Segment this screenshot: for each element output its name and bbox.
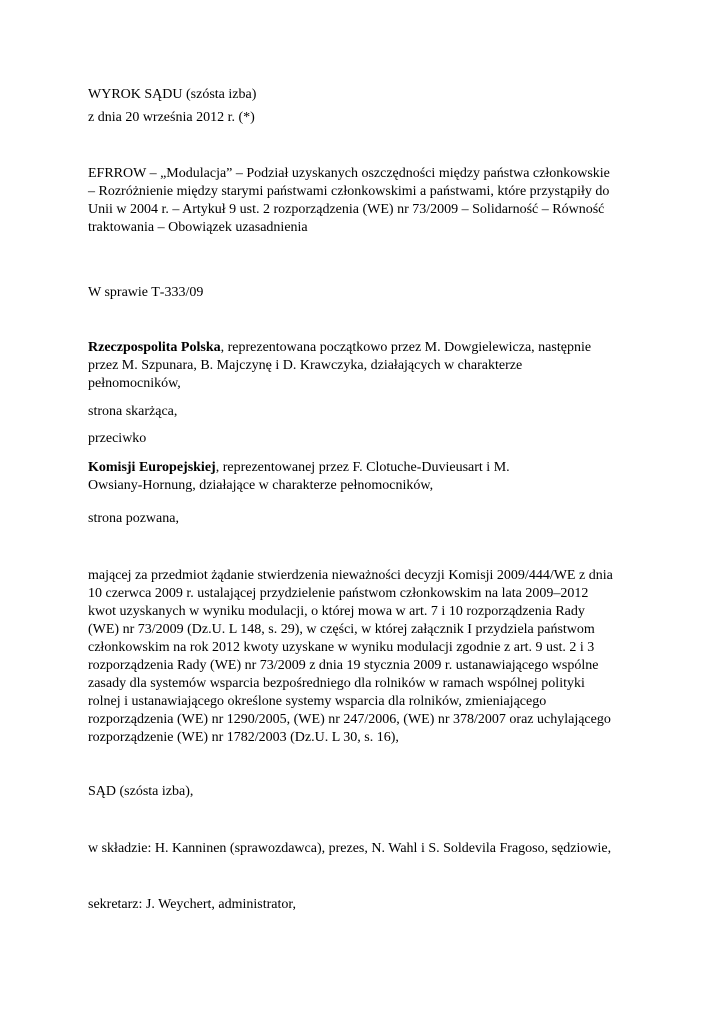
applicant-details: , reprezentowana początkowo przez M. Dowgielewicza, następnie przez M. Szpunara, B. Majczynę i D. Krawczyka, działających w charakterze pełnomocników,: [88, 340, 592, 391]
defendant-name: Komisji Europejskiej: [88, 460, 216, 475]
court-label: SĄD (szósta izba),: [88, 784, 194, 799]
judgment-date: z dnia 20 września 2012 r. (*): [88, 110, 255, 125]
defendant-details: , reprezentowanej przez F. Clotuche‑Duvieusart i M. Owsiany‑Hornung, działające w charakterze pełnomocników,: [88, 460, 510, 493]
composition-line: w składzie: H. Kanninen (sprawozdawca), prezes, N. Wahl i S. Soldevila Fragoso, sędziowie,: [88, 841, 612, 856]
versus-label: przeciwko: [88, 431, 147, 446]
case-summary: EFRROW – „Modulacja” – Podział uzyskanych oszczędności między państwa członkowskie – Rozróżnienie między starymi państwami członkowskimi a państwami, które przystąpiły do Unii w 2004 r. – Artykuł 9 ust. 2 rozporządzenia (WE) nr 73/2009 – Solidarność – Równość traktowania – Obowiązek uzasadnienia: [88, 166, 610, 235]
registrar-line: sekretarz: J. Weychert, administrator,: [88, 897, 296, 912]
subject-paragraph: mającej za przedmiot żądanie stwierdzenia nieważności decyzji Komisji 2009/444/WE z dnia 10 czerwca 2009 r. ustalającej przydzielenie państwom członkowskim na lata 2009–2012 kwot uzyskanych w wyniku modulacji, o której mowa w art. 7 i 10 rozporządzenia Rady (WE) nr 73/2009 (Dz.U. L 148, s. 29), w części, w której załącznik I przydziela państwom członkowskim na rok 2012 kwoty uzyskane w wyniku modulacji zgodnie z art. 9 ust. 2 i 3 rozporządzenia Rady (WE) nr 73/2009 z dnia 19 stycznia 2009 r. ustanawiającego wspólne zasady dla systemów wsparcia bezpośredniego dla rolników w ramach wspólnej polityki rolnej i ustanawiającego określone systemy wsparcia dla rolników, zmieniającego rozporządzenia (WE) nr 1290/2005, (WE) nr 247/2006, (WE) nr 378/2007 oraz uchylającego rozporządzenie (WE) nr 1782/2003 (Dz.U. L 30, s. 16),: [88, 568, 613, 745]
applicant-name: Rzeczpospolita Polska: [88, 340, 221, 355]
case-number: W sprawie T‑333/09: [88, 285, 204, 300]
applicant-paragraph: [88, 339, 658, 393]
judgment-title: WYROK SĄDU (szósta izba): [88, 87, 257, 102]
defendant-paragraph: [88, 459, 658, 495]
defendant-role: strona pozwana,: [88, 511, 179, 526]
applicant-role: strona skarżąca,: [88, 404, 178, 419]
